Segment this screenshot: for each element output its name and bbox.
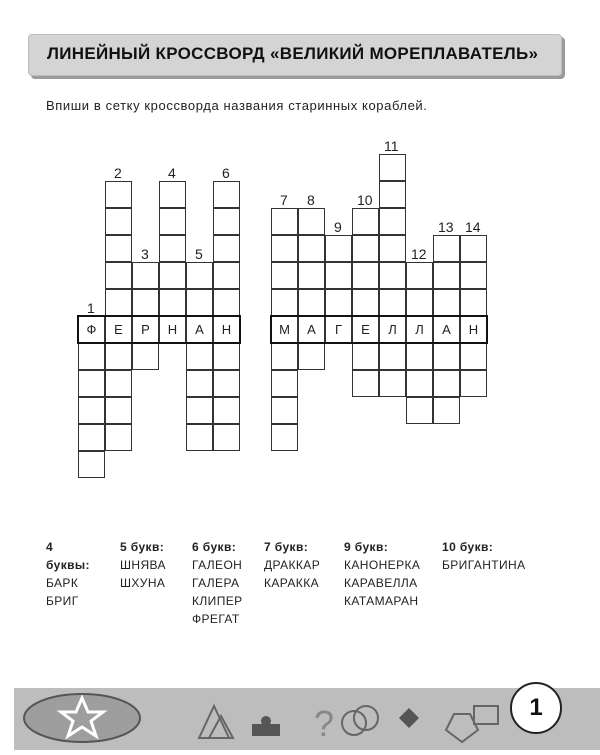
crossword-cell[interactable] — [298, 208, 325, 235]
clue-number: 4 — [168, 165, 176, 181]
word-group-header: 6 букв: — [192, 540, 237, 554]
crossword-cell[interactable] — [132, 343, 159, 370]
crossword-cell[interactable] — [105, 343, 132, 370]
crossword-cell[interactable] — [379, 262, 406, 289]
crossword-cell[interactable] — [213, 370, 240, 397]
word-item: КАРАВЕЛЛА — [344, 576, 418, 590]
crossword-cell[interactable] — [433, 343, 460, 370]
word-item: БАРК — [46, 576, 79, 590]
crossword-cell[interactable] — [379, 370, 406, 397]
clue-number: 11 — [384, 138, 399, 154]
crossword-cell[interactable] — [105, 370, 132, 397]
crossword-cell[interactable] — [460, 370, 487, 397]
crossword-cell[interactable] — [433, 397, 460, 424]
crossword-cell[interactable] — [159, 289, 186, 316]
word-group — [46, 538, 90, 610]
crossword-cell[interactable] — [352, 262, 379, 289]
word-group-header: 4 буквы: — [46, 540, 90, 572]
crossword-cell[interactable] — [78, 370, 105, 397]
crossword-cell[interactable] — [298, 262, 325, 289]
crossword-cell[interactable] — [298, 235, 325, 262]
crossword-letter: М — [279, 322, 290, 337]
word-item: ДРАККАР — [264, 558, 321, 572]
word-group-header: 5 букв: — [120, 540, 165, 554]
clue-number: 5 — [195, 246, 203, 262]
crossword-letter: Н — [468, 322, 479, 337]
question-icon: ? — [314, 703, 335, 744]
crossword-cell[interactable] — [460, 289, 487, 316]
clue-number: 10 — [357, 192, 373, 208]
crossword-cell[interactable] — [213, 262, 240, 289]
crossword-cell[interactable] — [352, 343, 379, 370]
crossword-cell[interactable] — [132, 262, 159, 289]
crossword-letter: Н — [167, 322, 178, 337]
shapes-icon — [399, 708, 419, 728]
clue-number: 8 — [307, 192, 315, 208]
crossword-letter: Е — [114, 322, 123, 337]
crossword-cell[interactable] — [159, 262, 186, 289]
word-item: ШХУНА — [120, 576, 166, 590]
crossword-cell[interactable] — [298, 343, 325, 370]
clue-number: 13 — [438, 219, 454, 235]
crossword-letter: Л — [415, 322, 424, 337]
crossword-cell[interactable] — [213, 343, 240, 370]
crossword-cell[interactable] — [271, 397, 298, 424]
crossword-cell[interactable] — [271, 424, 298, 451]
crossword-cell[interactable] — [379, 343, 406, 370]
crossword-cell[interactable] — [406, 397, 433, 424]
crossword-cell[interactable] — [78, 424, 105, 451]
crossword-cell[interactable] — [406, 343, 433, 370]
word-item: БРИГ — [46, 594, 79, 608]
crossword-cell[interactable] — [105, 235, 132, 262]
clue-number: 7 — [280, 192, 288, 208]
crossword-letter: Н — [221, 322, 232, 337]
word-item: БРИГАНТИНА — [442, 558, 526, 572]
crossword-cell[interactable] — [460, 343, 487, 370]
crossword-cell[interactable] — [186, 424, 213, 451]
crossword-cell[interactable] — [433, 370, 460, 397]
word-item: ШНЯВА — [120, 558, 166, 572]
crossword-cell[interactable] — [325, 262, 352, 289]
crossword-cell[interactable] — [213, 397, 240, 424]
word-item: ГАЛЕОН — [192, 558, 243, 572]
crossword-cell[interactable] — [213, 235, 240, 262]
crossword-cell[interactable] — [352, 370, 379, 397]
crossword-letter: Л — [388, 322, 397, 337]
clue-number: 1 — [87, 300, 95, 316]
crossword-cell[interactable] — [105, 424, 132, 451]
clue-number: 6 — [222, 165, 230, 181]
crossword-cell[interactable] — [132, 289, 159, 316]
crossword-cell[interactable] — [213, 289, 240, 316]
crossword-cell[interactable] — [213, 424, 240, 451]
crossword-cell[interactable] — [460, 262, 487, 289]
crossword-cell[interactable] — [105, 289, 132, 316]
crossword-cell[interactable] — [379, 289, 406, 316]
crossword-cell[interactable] — [159, 181, 186, 208]
crossword-cell[interactable] — [159, 235, 186, 262]
crossword-letter: Е — [361, 322, 370, 337]
word-group — [192, 538, 243, 628]
crossword-cell[interactable] — [186, 289, 213, 316]
word-group — [120, 538, 166, 592]
crossword-cell[interactable] — [271, 370, 298, 397]
crossword-letter: Г — [334, 322, 343, 337]
word-item: ГАЛЕРА — [192, 576, 240, 590]
clue-number: 14 — [465, 219, 481, 235]
instruction-text: Впиши в сетку кроссворда названия старинных кораблей. — [46, 98, 428, 113]
crossword-letter: Ф — [86, 322, 97, 337]
word-group — [344, 538, 420, 610]
crossword-cell[interactable] — [105, 397, 132, 424]
crossword-letter: Р — [141, 322, 150, 337]
crossword-cell[interactable] — [325, 289, 352, 316]
crossword-cell[interactable] — [186, 397, 213, 424]
crossword-cell[interactable] — [186, 370, 213, 397]
crossword-cell[interactable] — [298, 289, 325, 316]
crossword-cell[interactable] — [271, 343, 298, 370]
puzzle-icon — [252, 716, 280, 736]
square-icon — [474, 706, 498, 724]
word-item: КАТАМАРАН — [344, 594, 419, 608]
clue-number: 9 — [334, 219, 342, 235]
crossword-cell[interactable] — [78, 451, 105, 478]
page-title: ЛИНЕЙНЫЙ КРОССВОРД «ВЕЛИКИЙ МОРЕПЛАВАТЕЛЬ» — [47, 44, 539, 63]
crossword-letter: А — [442, 322, 451, 337]
word-item: КАРАККА — [264, 576, 319, 590]
crossword-cell[interactable] — [186, 262, 213, 289]
clue-number: 3 — [141, 246, 149, 262]
crossword-cell[interactable] — [186, 343, 213, 370]
crossword-cell[interactable] — [352, 208, 379, 235]
page-number: 1 — [510, 682, 562, 734]
crossword-cell[interactable] — [406, 289, 433, 316]
crossword-cell[interactable] — [352, 235, 379, 262]
clue-number: 2 — [114, 165, 122, 181]
crossword-cell[interactable] — [78, 397, 105, 424]
word-item: ФРЕГАТ — [192, 612, 240, 626]
crossword-cell[interactable] — [271, 289, 298, 316]
crossword-cell[interactable] — [105, 208, 132, 235]
crossword-cell[interactable] — [271, 262, 298, 289]
crossword-cell[interactable] — [379, 181, 406, 208]
crossword-cell[interactable] — [460, 235, 487, 262]
word-group-header: 7 букв: — [264, 540, 309, 554]
crossword-cell[interactable] — [325, 235, 352, 262]
word-group-header: 9 букв: — [344, 540, 389, 554]
crossword-cell[interactable] — [271, 235, 298, 262]
crossword-cell[interactable] — [379, 154, 406, 181]
crossword-cell[interactable] — [352, 289, 379, 316]
crossword-cell[interactable] — [271, 208, 298, 235]
crossword-cell[interactable] — [213, 181, 240, 208]
crossword-cell[interactable] — [433, 262, 460, 289]
crossword-cell[interactable] — [406, 262, 433, 289]
crossword-cell[interactable] — [379, 235, 406, 262]
crossword-cell[interactable] — [379, 208, 406, 235]
crossword-cell[interactable] — [213, 208, 240, 235]
crossword-cell[interactable] — [159, 208, 186, 235]
word-group-header: 10 букв: — [442, 540, 494, 554]
crossword-cell[interactable] — [78, 343, 105, 370]
crossword-cell[interactable] — [433, 235, 460, 262]
crossword-cell[interactable] — [406, 370, 433, 397]
crossword-cell[interactable] — [105, 181, 132, 208]
crossword-cell[interactable] — [433, 289, 460, 316]
crossword-cell[interactable] — [105, 262, 132, 289]
word-group — [442, 538, 526, 574]
clue-number: 12 — [411, 246, 427, 262]
crossword-letter: А — [195, 322, 204, 337]
word-group — [264, 538, 320, 592]
word-item: КЛИПЕР — [192, 594, 243, 608]
crossword-letter: А — [307, 322, 316, 337]
word-item: КАНОНЕРКА — [344, 558, 421, 572]
